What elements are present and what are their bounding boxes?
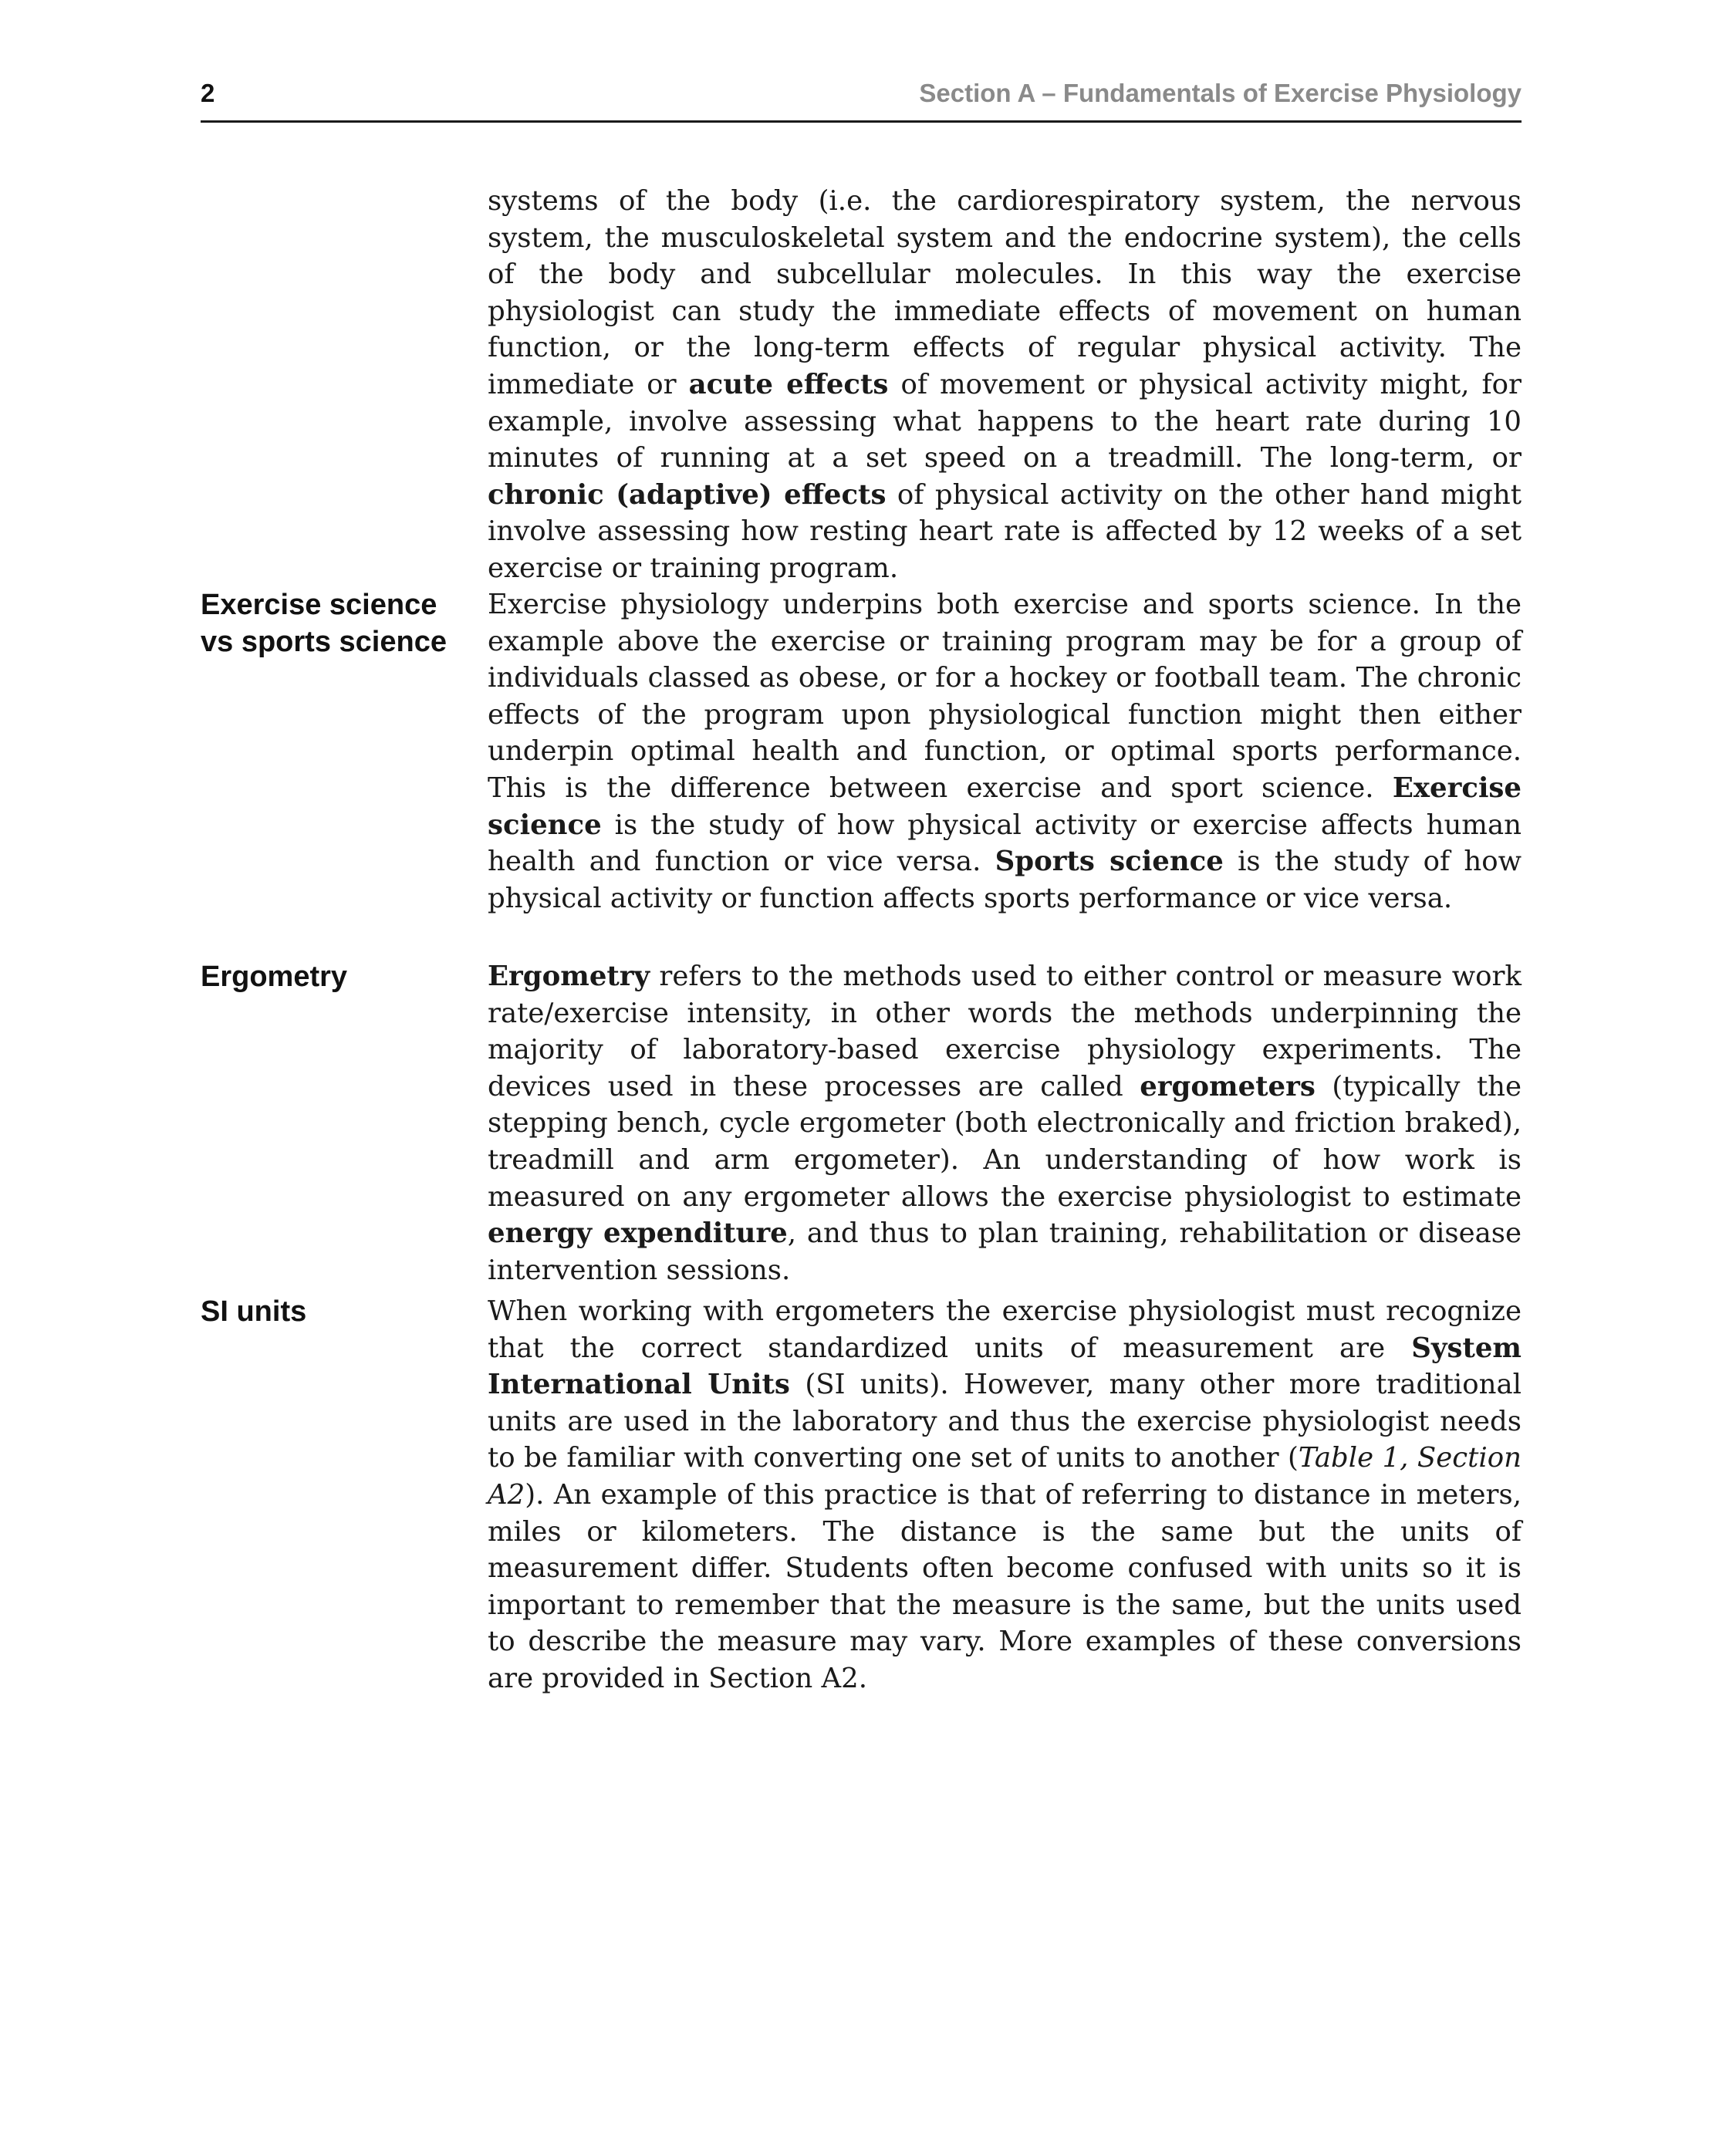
page-number: 2 (201, 79, 215, 107)
text-run: is the study of how physical activity or function affects sports performance or vice versa. (488, 846, 1522, 914)
paragraph-body (488, 1293, 1522, 1697)
bold-term: Ergometry (488, 961, 650, 992)
bold-term: energy expenditure (488, 1217, 788, 1250)
paragraph-body (488, 586, 1522, 917)
bold-term: ergometers (1140, 1070, 1316, 1103)
text-run: (SI units). However, many other more traditional units are used in the laboratory and thus the exercise physiologist needs to be familiar with converting one set of units to another ( (488, 1369, 1522, 1474)
paragraph-body (488, 958, 1522, 1288)
italic-reference: Table 1, Section A2 (488, 1442, 1522, 1511)
bold-term: acute effects (688, 368, 889, 400)
running-head: Section A – Fundamentals of Exercise Physiology (919, 79, 1522, 107)
text-run: , and thus to plan training, rehabilitation or disease intervention sessions. (488, 1217, 1522, 1286)
bold-term: Exercise science (488, 772, 1522, 841)
text-run: When working with ergometers the exercise physiologist must recognize that the correct standardized units of measurement are (488, 1295, 1522, 1364)
side-heading: Ergometry (201, 961, 348, 993)
text-run: (typically the stepping bench, cycle ergometer (both electronically and friction braked), treadmill and arm ergometer). An understanding of how work is measured on any ergometer allows the exercise physiologist to estimate (488, 1070, 1522, 1213)
text-run: Exercise physiology underpins both exercise and sports science. In the example above the exercise or training program may be for a group of individuals classed as obese, or for a hockey or football team. The chronic effects of the program upon physiological function might then either underpin optimal health and function, or optimal sports performance. This is the difference between exercise and sport science. (488, 589, 1522, 804)
text-run: of movement or physical activity might, for example, involve assessing what happens to the heart rate during 10 minutes of running at a set speed on a treadmill. The long-term, or (488, 368, 1522, 474)
paragraph-body (488, 183, 1522, 587)
bold-term: Sports science (995, 846, 1224, 878)
bold-term: System International Units (488, 1332, 1522, 1401)
text-run: ). An example of this practice is that of referring to distance in meters, miles or kilometers. The distance is the same but the units of measurement differ. Students often become confused with units so it is important to remember that the measure is the same, but the units used to describe the measure may vary. More examples of these conversions are provided in Section A2. (488, 1478, 1522, 1694)
page-header (201, 74, 1522, 123)
text-run: refers to the methods used to either control or measure work rate/exercise intensity, in other words the methods underpinning the majority of laboratory-based exercise physiology experiments. The devices used in these processes are called (488, 961, 1522, 1103)
side-heading: Exercise science vs sports science (201, 589, 447, 658)
text-run: systems of the body (i.e. the cardiorespiratory system, the nervous system, the musculoskeletal system and the endocrine system), the cells of the body and subcellular molecules. In this way the exercise physiologist can study the immediate effects of movement on human function, or the long-term effects of regular physical activity. The immediate or (488, 185, 1522, 400)
side-heading: SI units (201, 1295, 307, 1328)
text-run: is the study of how physical activity or exercise affects human health and function or vice versa. (488, 809, 1522, 878)
bold-term: chronic (adaptive) effects (488, 478, 887, 511)
text-run: of physical activity on the other hand might involve assessing how resting heart rate is affected by 12 weeks of a set exercise or training program. (488, 478, 1522, 584)
